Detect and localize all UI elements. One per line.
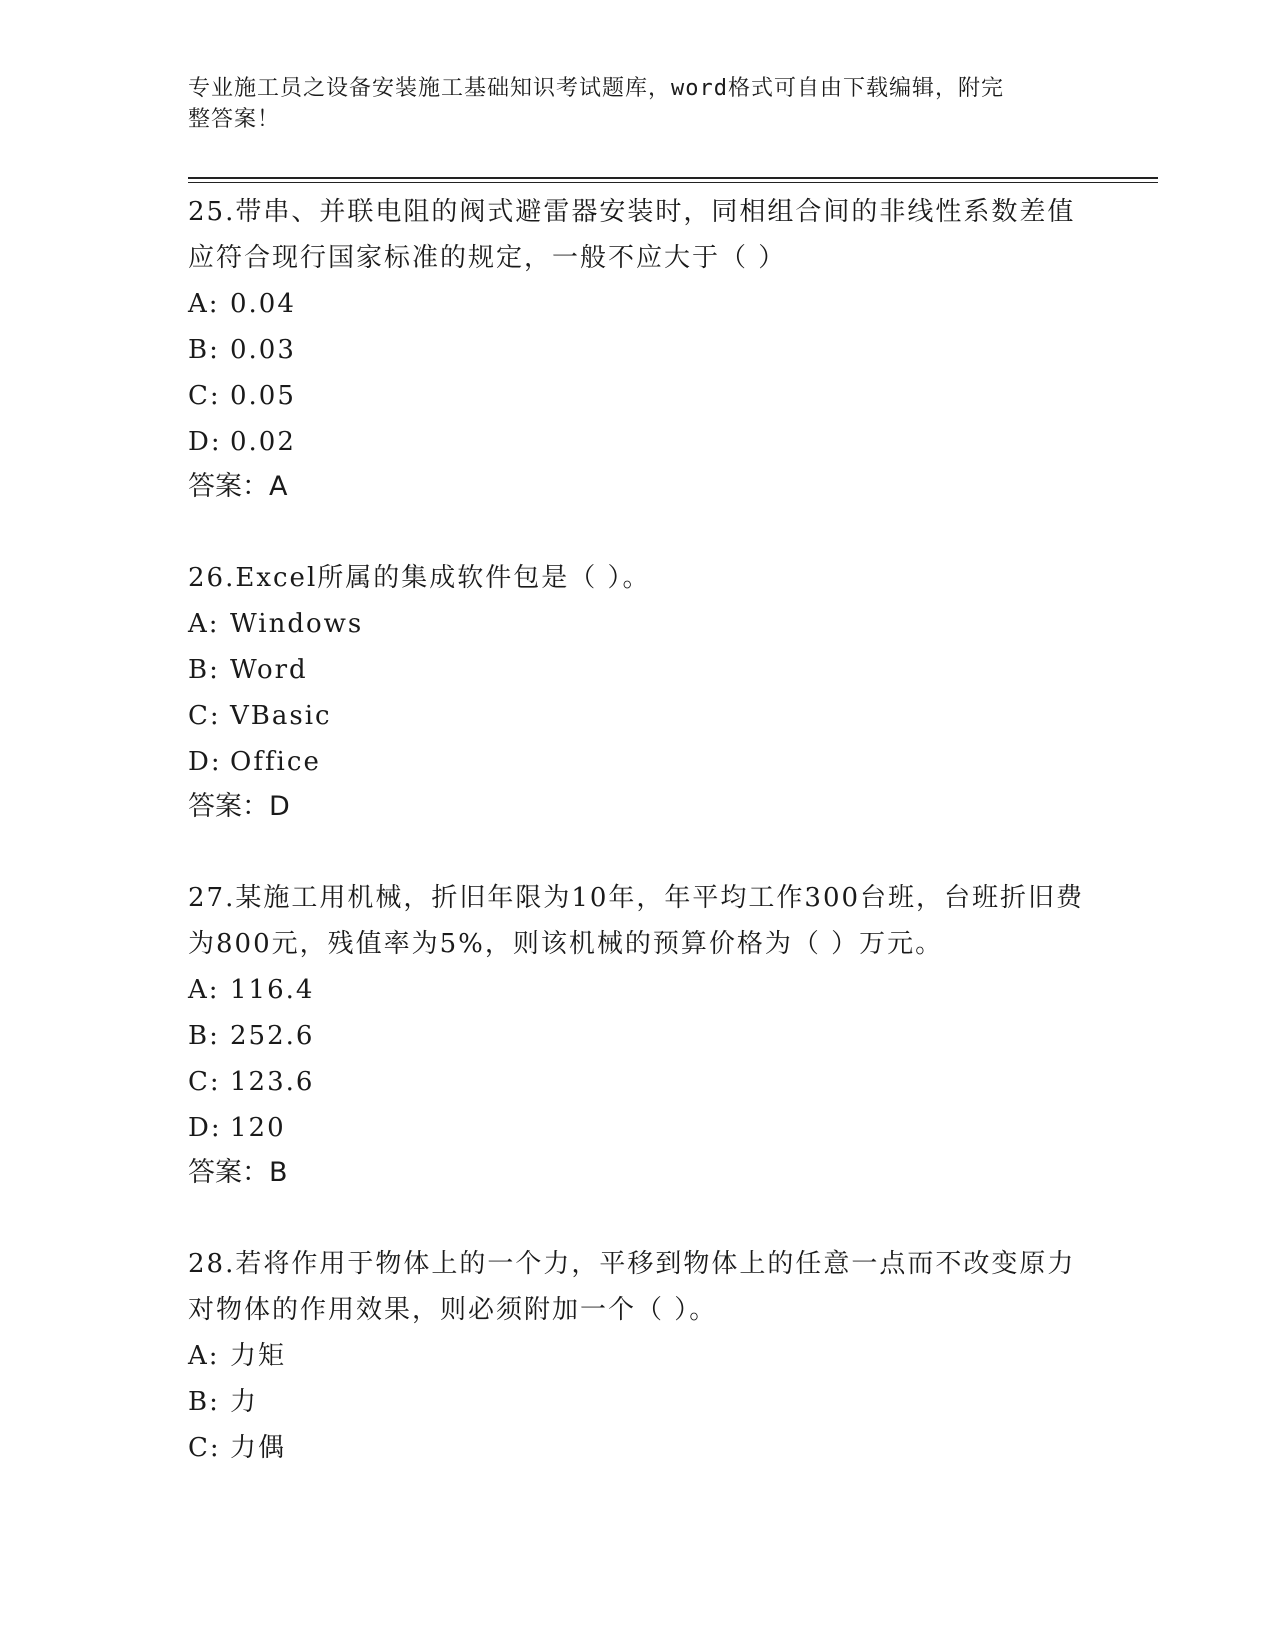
option-text: Office xyxy=(230,747,321,777)
question-list xyxy=(188,189,1088,1517)
header-line-1: 专业施工员之设备安装施工基础知识考试题库，word格式可自由下载编辑，附完 xyxy=(188,76,1004,101)
option-a xyxy=(188,967,1088,1013)
option-c xyxy=(188,1425,1088,1471)
option-a xyxy=(188,1333,1088,1379)
option-a xyxy=(188,281,1088,327)
question-stem: 26.Excel所属的集成软件包是（ ）。 xyxy=(188,563,651,593)
option-key: B: xyxy=(188,1021,220,1051)
question-26 xyxy=(188,555,1088,829)
option-key: D: xyxy=(188,747,222,777)
answer-line: 答案：A xyxy=(188,471,288,502)
option-a xyxy=(188,601,1088,647)
option-d xyxy=(188,739,1088,785)
option-text: 120 xyxy=(230,1113,286,1143)
question-stem: 28.若将作用于物体上的一个力，平移到物体上的任意一点而不改变原力对物体的作用效果，则必须附加一个（ ）。 xyxy=(188,1249,1076,1325)
question-28 xyxy=(188,1241,1088,1471)
option-key: B: xyxy=(188,655,220,685)
header-line-2: 整答案！ xyxy=(188,107,281,132)
option-key: A: xyxy=(188,1341,220,1371)
option-key: C: xyxy=(188,1433,221,1463)
answer-line: 答案：B xyxy=(188,1157,288,1188)
option-c xyxy=(188,373,1088,419)
option-text: 0.02 xyxy=(230,427,296,457)
option-c xyxy=(188,1059,1088,1105)
option-key: B: xyxy=(188,335,220,365)
option-b xyxy=(188,647,1088,693)
option-text: 力矩 xyxy=(230,1341,287,1371)
option-d xyxy=(188,419,1088,465)
option-key: A: xyxy=(188,289,220,319)
option-text: 252.6 xyxy=(230,1021,315,1051)
option-key: C: xyxy=(188,701,221,731)
option-b xyxy=(188,1013,1088,1059)
option-b xyxy=(188,1379,1088,1425)
document-header xyxy=(188,73,1068,135)
option-text: VBasic xyxy=(230,701,332,731)
option-key: A: xyxy=(188,975,220,1005)
option-d xyxy=(188,1105,1088,1151)
header-divider-thick xyxy=(188,177,1158,179)
option-text: Word xyxy=(230,655,308,685)
option-c xyxy=(188,693,1088,739)
option-text: 力偶 xyxy=(230,1433,287,1463)
option-key: C: xyxy=(188,1067,221,1097)
option-text: 0.04 xyxy=(230,289,296,319)
option-key: D: xyxy=(188,427,222,457)
option-key: D: xyxy=(188,1113,222,1143)
document-page xyxy=(188,0,1158,1650)
question-stem: 25.带串、并联电阻的阀式避雷器安装时，同相组合间的非线性系数差值应符合现行国家标准的规定，一般不应大于（ ） xyxy=(188,197,1076,273)
option-b xyxy=(188,327,1088,373)
question-25 xyxy=(188,189,1088,509)
option-text: 0.05 xyxy=(230,381,296,411)
option-text: 123.6 xyxy=(230,1067,315,1097)
option-key: A: xyxy=(188,609,220,639)
question-27 xyxy=(188,875,1088,1195)
option-text: 0.03 xyxy=(230,335,296,365)
option-text: 116.4 xyxy=(230,975,315,1005)
option-text: 力 xyxy=(230,1387,259,1417)
option-text: Windows xyxy=(230,609,364,639)
answer-line: 答案：D xyxy=(188,791,290,822)
option-key: C: xyxy=(188,381,221,411)
header-divider-thin xyxy=(188,182,1158,183)
option-key: B: xyxy=(188,1387,220,1417)
question-stem: 27.某施工用机械，折旧年限为10年，年平均工作300台班，台班折旧费为800元，残值率为5%，则该机械的预算价格为（ ）万元。 xyxy=(188,883,1085,959)
